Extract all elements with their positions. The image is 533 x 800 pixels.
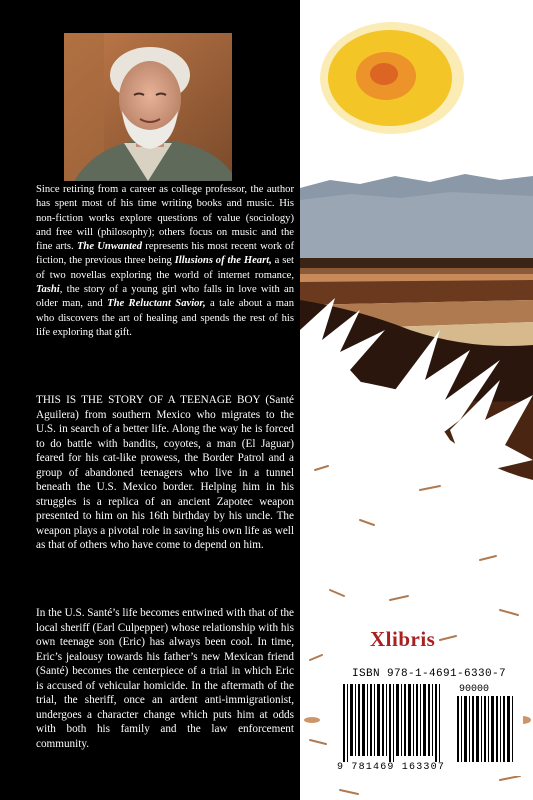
title-the-reluctant-savior: The Reluctant Savior, bbox=[107, 298, 206, 310]
bio-text: represents his most recent work of fiction, the previous three being bbox=[36, 241, 295, 267]
sun-icon bbox=[320, 22, 464, 134]
bio-text: a set of two novellas exploring the world of internet romance, bbox=[36, 255, 294, 281]
title-tashi: Tashi bbox=[36, 284, 60, 296]
isbn-label: ISBN 978-1-4691-6330-7 bbox=[351, 668, 507, 680]
author-bio bbox=[36, 183, 294, 340]
barcode-bars bbox=[335, 666, 523, 776]
story-paragraph-1: THIS IS THE STORY OF A TEENAGE BOY (Santé Aguilera) from southern Mexico who migrates to the U.S. in search of a better life. Along the way he is forced to do battle with bandits, coyotes, a man (El Jaguar) feared for his cat-like prowess, the Border Patrol and a group of abandoned teenagers who live in a tunnel beneath the U.S. Mexico border. Helping him in his struggles is a replica of an ancient Zapotec weapon presented to him on his 16th birthday by his uncle. The weapon plays a pivotal role in saving his own life as well as that of others who have come to depend on him. bbox=[36, 394, 294, 551]
title-illusions-of-the-heart: Illusions of the Heart, bbox=[174, 255, 272, 267]
author-photo bbox=[64, 33, 232, 181]
price-addon-code: 90000 bbox=[459, 684, 490, 695]
story-paragraph-2: In the U.S. Santé’s life becomes entwined with that of the local sheriff (Earl Culpepper) whose relationship with his own teenage son (Eric) has always been cool. In time, Eric’s jealousy towards his father’s new Mexican friend (Santé) becomes the centerpiece of a trial in which Eric is accused of vehicular homicide. In the aftermath of the trial, the sheriff, once an ardent anti-immigrationist, undergoes a character change which puts him at odds with both his family and the law enforcement community. bbox=[36, 607, 294, 750]
isbn-barcode bbox=[335, 666, 523, 776]
publisher-logo: Xlibris bbox=[370, 627, 436, 651]
bio-text: a tale about a man who discovers the art of healing and spends the rest of his life exploring that gift. bbox=[36, 298, 294, 338]
barcode-number: 9 781469 163307 bbox=[337, 762, 446, 773]
title-the-unwanted: The Unwanted bbox=[76, 241, 143, 253]
bio-text: Since retiring from a career as college professor, the author has spent most of his time writing books and music. His non-fiction works explore questions of value (sociology) and free will (philosophy); others focus on music and the fine arts. bbox=[36, 184, 294, 253]
bio-text: , the story of a young girl who falls in love with an older man, and bbox=[36, 284, 294, 310]
